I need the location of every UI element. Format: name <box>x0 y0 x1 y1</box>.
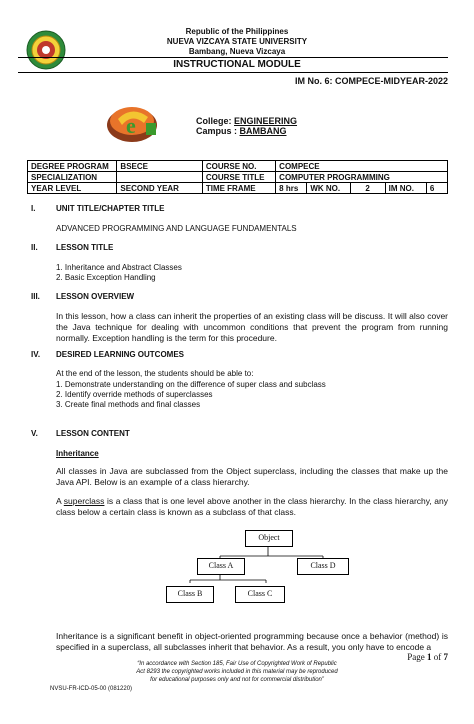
list-item: 2. Basic Exception Handling <box>56 273 156 282</box>
diagram-class-b-box: Class B <box>166 586 214 603</box>
college-line: College: ENGINEERING <box>196 116 298 126</box>
header-divider <box>18 57 448 58</box>
campus-line: Campus : BAMBANG <box>196 126 287 136</box>
course-title-value: COMPUTER PROGRAMMING <box>276 172 448 183</box>
header-university: NUEVA VIZCAYA STATE UNIVERSITY <box>166 37 308 46</box>
section-1-title: UNIT TITLE/CHAPTER TITLE <box>56 204 165 213</box>
section-2-number: II. <box>31 243 38 252</box>
table-row <box>28 161 448 172</box>
section-3-number: III. <box>31 292 40 301</box>
course-info-table <box>27 160 448 194</box>
superclass-link[interactable]: superclass <box>63 496 105 506</box>
section-1-body: ADVANCED PROGRAMMING AND LANGUAGE FUNDAMENTALS <box>56 224 297 233</box>
header-location: Bambang, Nueva Vizcaya <box>188 47 286 56</box>
header-divider-2 <box>18 72 448 73</box>
section-5-title: LESSON CONTENT <box>56 429 130 438</box>
header-republic: Republic of the Philippines <box>185 27 289 36</box>
time-frame-value: 8 hrs <box>276 183 307 194</box>
course-title-label: COURSE TITLE <box>202 172 275 183</box>
year-level-value: SECOND YEAR <box>117 183 202 194</box>
college-logo <box>104 101 162 145</box>
section-2-title: LESSON TITLE <box>56 243 114 252</box>
section-5-number: V. <box>31 429 38 438</box>
module-title: INSTRUCTIONAL MODULE <box>173 59 301 70</box>
svg-text:e: e <box>126 113 136 138</box>
wk-no-value: 2 <box>350 183 385 194</box>
degree-program-label: DEGREE PROGRAM <box>28 161 117 172</box>
im-no-value: 6 <box>426 183 447 194</box>
diagram-class-a-box: Class A <box>197 558 245 575</box>
section-4-title: DESIRED LEARNING OUTCOMES <box>56 350 185 359</box>
table-row <box>28 172 448 183</box>
im-number: IM No. 6: COMPECE-MIDYEAR-2022 <box>294 76 448 86</box>
table-row <box>28 183 448 194</box>
list-item: 2. Identify override methods of superclasses <box>56 390 213 399</box>
section-1-number: I. <box>31 204 36 213</box>
section-5-paragraph-3: Inheritance is a significant benefit in object-oriented programming because once a behavior (method) is specified in a superclass, all subclasses inherit that behavior. As a result, you only have to encode a <box>56 631 448 652</box>
im-no-label: IM NO. <box>385 183 426 194</box>
section-4-number: IV. <box>31 350 41 359</box>
specialization-value <box>117 172 202 183</box>
wk-no-label: WK NO. <box>307 183 350 194</box>
time-frame-label: TIME FRAME <box>202 183 275 194</box>
list-item: 3. Create final methods and final classes <box>56 400 201 409</box>
campus-value: BAMBANG <box>239 126 287 136</box>
section-3-title: LESSON OVERVIEW <box>56 292 135 301</box>
page-number: Page 1 of 7 <box>407 652 448 662</box>
diagram-class-d-box: Class D <box>297 558 349 575</box>
section-3-body: In this lesson, how a class can inherit the properties of an existing class will be discuss. It will also cover the Java technique for dealing with uncommon conditions that prevent the program from running normally. Exception handling is the term for this procedure. <box>56 311 448 343</box>
diagram-class-c-box: Class C <box>235 586 285 603</box>
copyright-notice: “In accordance with Section 185, Fair Use of Copyrighted Work of Republic Act 8293 the copyrighted works included in this material may be reproduced for educational purposes only and not for commercial distribution” <box>136 661 338 683</box>
section-4-intro: At the end of the lesson, the students should be able to: <box>56 369 254 378</box>
degree-program-value: BSECE <box>117 161 202 172</box>
form-code: NVSU-FR-ICD-05-00 (081220) <box>50 686 133 692</box>
list-item: 1. Inheritance and Abstract Classes <box>56 263 182 272</box>
course-no-value: COMPECE <box>276 161 448 172</box>
section-5-paragraph-1: All classes in Java are subclassed from the Object superclass, including the classes that make up the Java API. Below is an example of a class hierarchy. <box>56 466 448 487</box>
list-item: 1. Demonstrate understanding on the difference of super class and subclass <box>56 380 326 389</box>
year-level-label: YEAR LEVEL <box>28 183 117 194</box>
section-5-subtitle: Inheritance <box>56 449 99 458</box>
specialization-label: SPECIALIZATION <box>28 172 117 183</box>
college-value: ENGINEERING <box>234 116 298 126</box>
diagram-object-box: Object <box>245 530 293 547</box>
course-no-label: COURSE NO. <box>202 161 275 172</box>
section-5-paragraph-2: A superclass is a class that is one level above another in the class hierarchy. In the class hierarchy, any class below a certain class is known as a subclass of that class. <box>56 496 449 517</box>
